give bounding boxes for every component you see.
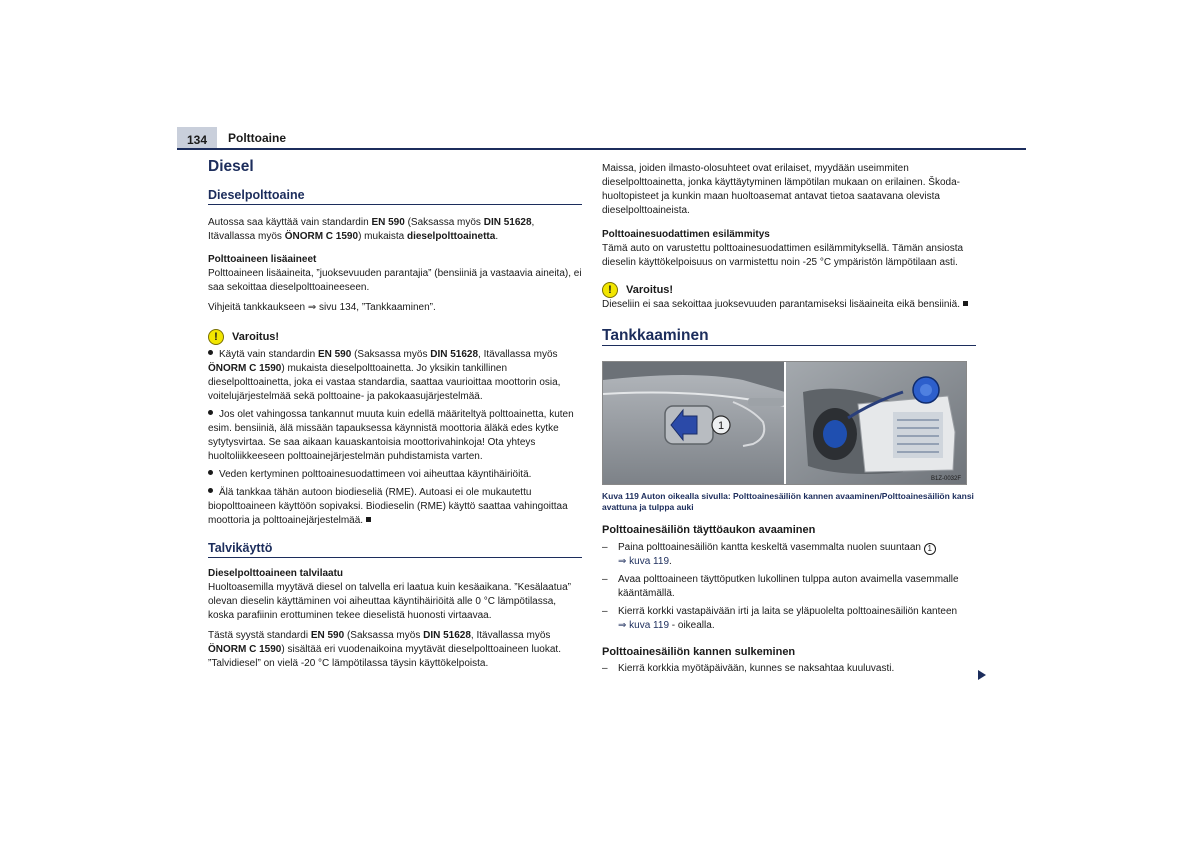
preheat-paragraph: Tämä auto on varustettu polttoainesuodattimen esilämmityksellä. Tämän ansiosta dieselin käyttökelpoisuus on varmistettu noin -25 °C ympäristön lämpötilaan asti. — [602, 243, 964, 268]
warning-item: Veden kertyminen polttoainesuodattimeen voi aiheuttaa käyntihäiriöitä. — [208, 468, 582, 482]
heading-winter-fuel: Dieselpolttoaineen talvilaatu — [208, 568, 344, 579]
figure-link[interactable]: ⇒ kuva 119 — [618, 620, 670, 631]
figure-caption: Kuva 119 Auton oikealla sivulla: Polttoainesäiliön kannen avaaminen/Polttoainesäiliön kansi avattuna ja tulppa auki — [602, 491, 974, 512]
heading-additives: Polttoaineen lisäaineet — [208, 254, 317, 265]
header-rule — [177, 148, 1026, 150]
title-diesel: Diesel — [208, 158, 254, 175]
warning-text: Dieseliin ei saa sekoittaa juoksevuuden parantamiseksi lisäaineita eikä bensiiniä. — [602, 298, 976, 312]
heading-close-cap: Polttoainesäiliön kannen sulkeminen — [602, 646, 796, 658]
figure-marker: 1 — [717, 420, 725, 432]
additives-paragraph: Polttoaineen lisäaineita, ”juoksevuuden parantajia” (bensiiniä ja vastaavia aineita), ei saa sekoittaa dieselpolttoaineeseen. — [208, 268, 582, 293]
warning-item: Jos olet vahingossa tankannut muuta kuin edellä määriteltyä polttoainetta, kuten esim. bensiiniä, älä missään tapauksessa käynnistä moottoria äläkä edes kytke sytytysvirtaa. Se saa aikaan kauaskantoisia moottorivahinkoja! Ota yhteys huoltoliikkeeseen polttoainejärjestelmän puhdistamista varten. — [208, 409, 574, 462]
page-number: 134 — [177, 127, 217, 149]
winter-paragraph-1: Huoltoasemilla myytävä diesel on talvella eri laatua kuin kesäaikana. ”Kesälaatua” olevan dieselin käyttäminen voi aiheuttaa käyntihäiriöitä alle 0 °C lämpötilassa, koska parafiinin erottuminen tekee dieselistä huonosti virtaavaa. — [208, 582, 571, 621]
warning-icon: ! — [208, 329, 224, 345]
bullet-icon — [208, 488, 213, 493]
title-refuel: Tankkaaminen — [602, 329, 976, 346]
fuel-paragraph: Autossa saa käyttää vain standardin EN 590 (Saksassa myös DIN 51628, Itävallassa myös ÖNORM C 1590) mukaista dieselpolttoainetta. — [208, 217, 535, 242]
right-column — [602, 162, 976, 676]
heading-preheat: Polttoainesuodattimen esilämmitys — [602, 229, 770, 240]
marker-1-icon: 1 — [924, 543, 936, 555]
heading-open-cap: Polttoainesäiliön täyttöaukon avaaminen — [602, 524, 816, 536]
figure-link[interactable]: ⇒ kuva 119 — [618, 556, 670, 567]
warning-title: Varoitus! — [626, 284, 674, 296]
bullet-icon — [208, 350, 213, 355]
step-item: – Avaa polttoaineen täyttöputken lukollinen tulppa auton avaimella vasemmalle kääntämällä. — [602, 574, 959, 599]
step-item: – Kierrä korkkia myötäpäivään, kunnes se naksahtaa kuuluvasti. — [602, 663, 895, 674]
refuel-tips[interactable]: Vihjeitä tankkaukseen ⇒ sivu 134, ”Tankkaaminen”. — [208, 302, 436, 313]
winter-paragraph-2: Tästä syystä standardi EN 590 (Saksassa myös DIN 51628, Itävallassa myös ÖNORM C 1590) sisältää eri vuodenaikoina myytävät dieselpolttoaineen luokat. ”Talvidiesel” on vielä -20 °C lämpötilassa täysin käyttökelpoista. — [208, 630, 561, 669]
warning-item: Älä tankkaa tähän autoon biodieseliä (RME). Autoasi ei ole mukautettu biopolttoaineen käyttöön sopivaksi. Biodieselin (RME) käyttö saattaa vahingoittaa moottoria ja polttoainejärjestelmää. — [208, 487, 568, 526]
heading-winter: Talvikäyttö — [208, 541, 582, 558]
bullet-icon — [208, 470, 213, 475]
figure-119 — [602, 361, 967, 485]
step-item: – Kierrä korkki vastapäivään irti ja laita se yläpuolelta polttoainesäiliön kanteen ⇒ kuva 119 - oikealla. — [602, 606, 958, 631]
warning-icon: ! — [602, 282, 618, 298]
warning-item: Käytä vain standardin EN 590 (Saksassa myös DIN 51628, Itävallassa myös ÖNORM C 1590) mukaista dieselpolttoainetta. Jo yksikin tankillinen dieselpolttoainetta, joka ei vastaa standardia, saattaa vaurioittaa moottorin osia, voitelujärjestelmää sekä polttoaine- ja pakokaasujärjestelmää. — [208, 349, 561, 402]
heading-diesel-fuel: Dieselpolttoaine — [208, 188, 582, 205]
end-marker-icon — [963, 301, 968, 306]
warning-heading — [602, 282, 976, 298]
next-page-arrow-icon[interactable] — [978, 670, 986, 680]
left-column — [208, 160, 582, 671]
step-item: – Paina polttoainesäiliön kantta keskeltä vasemmalta nuolen suuntaan 1 ⇒ kuva 119. — [602, 541, 976, 569]
bullet-icon — [208, 410, 213, 415]
section-title: Polttoaine — [228, 131, 287, 145]
end-marker-icon — [366, 517, 371, 522]
warning-heading — [208, 329, 582, 345]
fuel-flap-illustration — [603, 362, 966, 484]
warning-title: Varoitus! — [232, 331, 280, 343]
figure-code: B1Z-0032F — [930, 476, 961, 482]
intro-paragraph: Maissa, joiden ilmasto-olosuhteet ovat erilaiset, myydään useimmiten dieselpolttoainetta, jonka käyttäytyminen lämpötilan mukaan on erilainen. Škoda-huoltopisteet ja kunkin maan huoltoasemat antavat tietoa saatavana olevista dieselpolttoaineista. — [602, 163, 960, 216]
